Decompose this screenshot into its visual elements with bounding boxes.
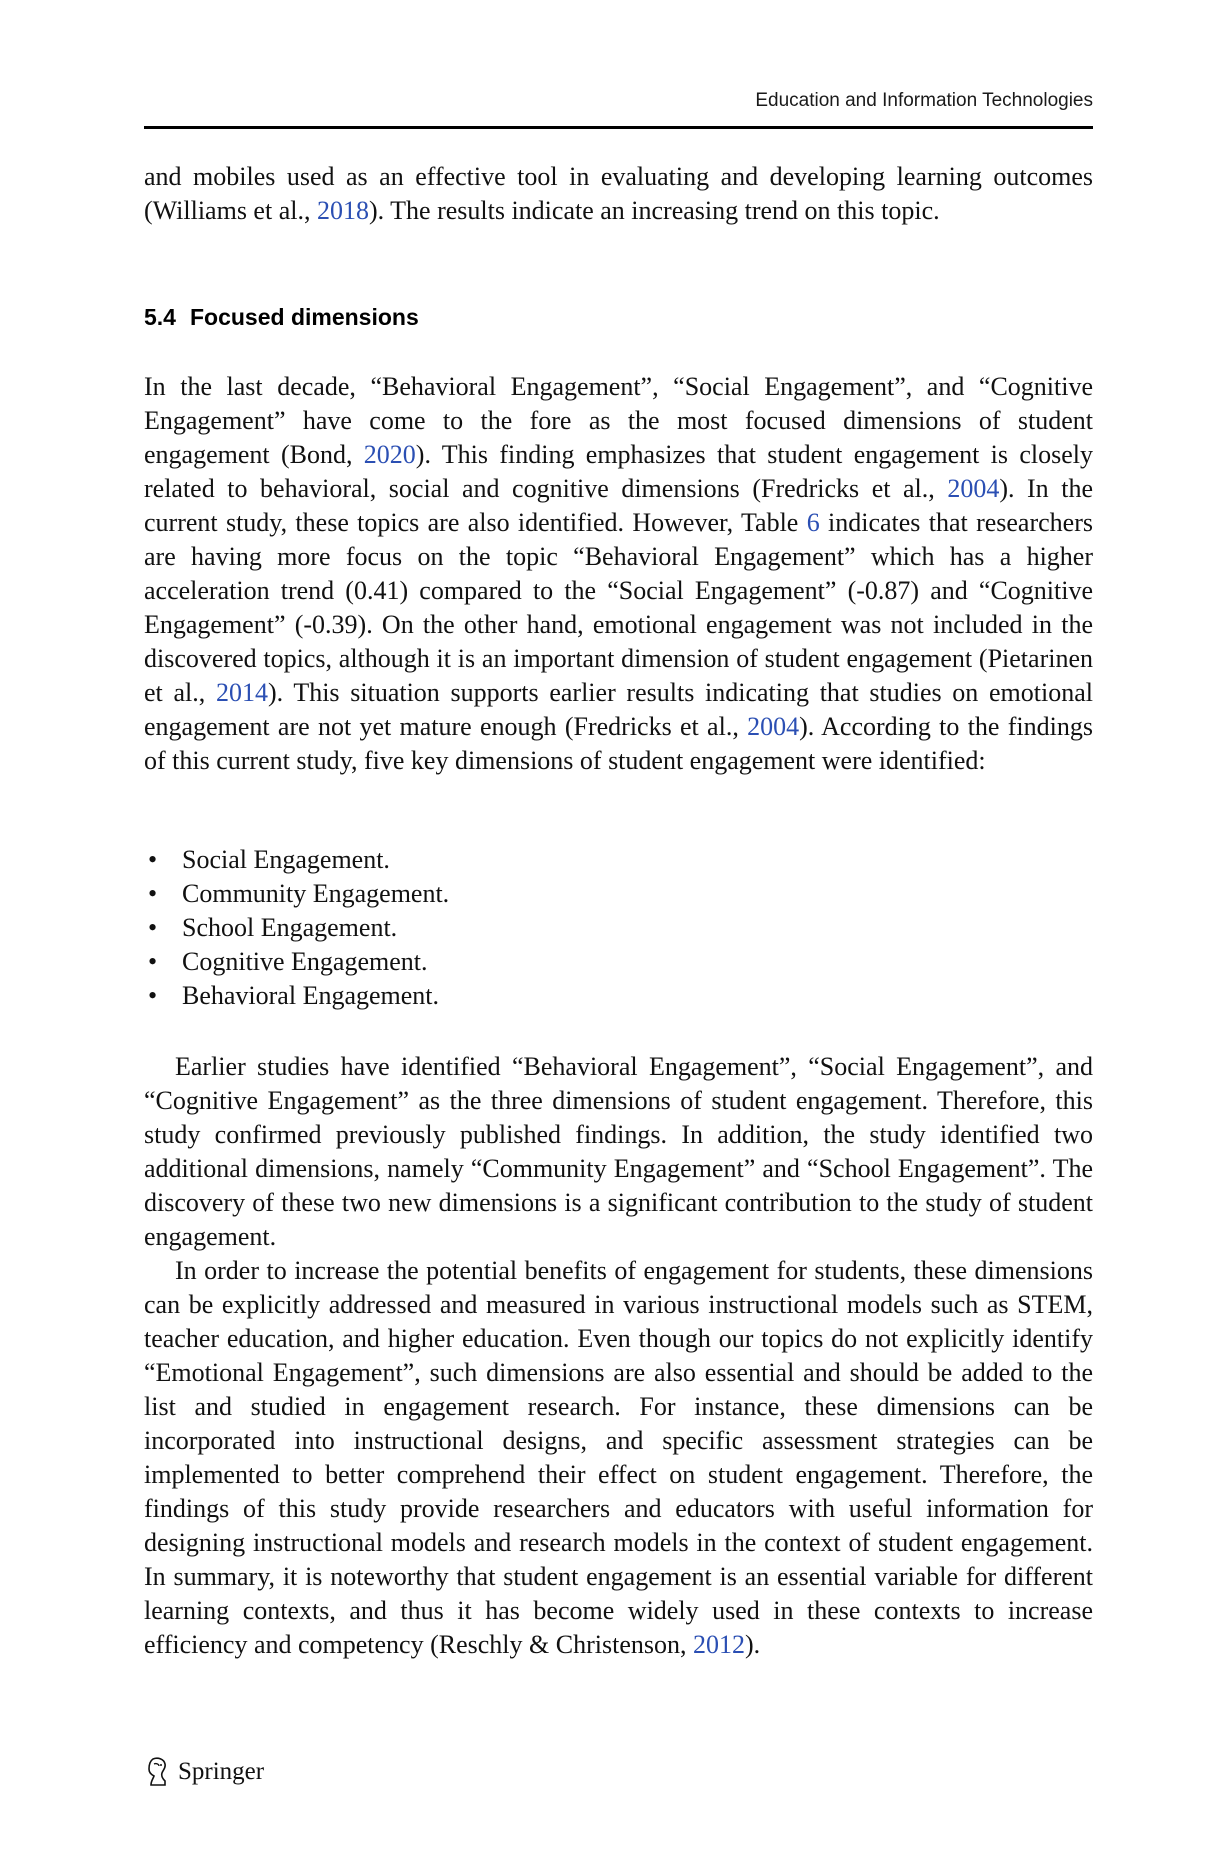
list-item: • Community Engagement. <box>144 877 1093 911</box>
intro-paragraph <box>144 160 1093 228</box>
bullet-glyph: • <box>148 913 158 942</box>
citation-link[interactable]: 2014 <box>215 678 268 707</box>
springer-horse-icon <box>144 1756 170 1788</box>
section-heading <box>144 304 419 331</box>
bullet-glyph: • <box>148 947 158 976</box>
intro-text-b: ). The results indicate an increasing trend on this topic. <box>368 196 940 225</box>
paragraph-3 <box>144 1254 1093 1662</box>
intro-text-a: and mobiles used as an effective tool in evaluating and developing learning outcomes (Williams et al., <box>144 162 1093 225</box>
page-footer <box>144 1754 264 1790</box>
citation-link[interactable]: 2004 <box>747 712 800 741</box>
header-rule <box>144 126 1093 129</box>
list-item: • Social Engagement. <box>144 843 1093 877</box>
p2-text: Earlier studies have identified “Behavioral Engagement”, “Social Engagement”, and “Cognitive Engagement” as the three dimensions of student engagement. Therefore, this study confirmed previously published findings. In addition, the study identified two additional dimensions, namely “Community Engagement” and “School Engagement”. The discovery of these two new dimensions is a significant contribution to the study of student engagement. <box>144 1052 1093 1251</box>
publisher-name: Springer <box>178 1758 265 1785</box>
citation-link[interactable]: 2004 <box>947 474 1000 503</box>
section-title: Focused dimensions <box>189 304 419 330</box>
list-item: • School Engagement. <box>144 911 1093 945</box>
p1-text-4: indicates that researchers are having more focus on the topic “Behavioral Engagement” which has a higher acceleration trend (0.41) compared to the “Social Engagement” (-0.87) and “Cognitive Engagement” (-0.39). On the other hand, emotional engagement was not included in the discovered topics, although it is an important dimension of student engagement (Pietarinen et al., <box>144 508 1093 707</box>
bullet-glyph: • <box>148 981 158 1010</box>
citation-link[interactable]: 2018 <box>316 196 369 225</box>
p3-text-2: ). <box>744 1630 761 1659</box>
paragraph-1 <box>144 370 1093 778</box>
p1-text-5: ). This situation supports earlier results indicating that studies on emotional engagement are not yet mature enough (Fredricks et al., <box>144 678 1093 741</box>
bullet-glyph: • <box>148 845 158 874</box>
dimensions-list <box>144 843 1093 1013</box>
p1-text-6: ). According to the findings of this current study, five key dimensions of student engagement were identified: <box>144 712 1093 775</box>
list-item: • Behavioral Engagement. <box>144 979 1093 1013</box>
paragraph-2 <box>144 1050 1093 1254</box>
running-head-journal: Education and Information Technologies <box>755 90 1093 111</box>
p1-text-1: In the last decade, “Behavioral Engagement”, “Social Engagement”, and “Cognitive Engagement” have come to the fore as the most focused dimensions of student engagement (Bond, <box>144 372 1093 469</box>
citation-link[interactable]: 2020 <box>363 440 416 469</box>
bullet-glyph: • <box>148 879 158 908</box>
list-item: • Cognitive Engagement. <box>144 945 1093 979</box>
citation-link[interactable]: 2012 <box>692 1630 745 1659</box>
p1-text-3: ). In the current study, these topics are also identified. However, Table <box>144 474 1093 537</box>
p3-text-1: In order to increase the potential benefits of engagement for students, these dimensions can be explicitly addressed and measured in various instructional models such as STEM, teacher education, and higher education. Even though our topics do not explicitly identify “Emotional Engagement”, such dimensions are also essential and should be added to the list and studied in engagement research. For instance, these dimensions can be incorporated into instructional designs, and specific assessment strategies can be implemented to better comprehend their effect on student engagement. Therefore, the findings of this study provide researchers and educators with useful information for designing instructional models and research models in the context of student engagement. In summary, it is noteworthy that student engagement is an essential variable for different learning contexts, and thus it has become widely used in these contexts to increase efficiency and competency (Reschly & Christenson, <box>144 1256 1093 1659</box>
section-number: 5.4 <box>144 304 176 330</box>
table-reference-link[interactable]: 6 <box>806 508 820 537</box>
p1-text-2: ). This finding emphasizes that student engagement is closely related to behavioral, social and cognitive dimensions (Fredricks et al., <box>144 440 1093 503</box>
